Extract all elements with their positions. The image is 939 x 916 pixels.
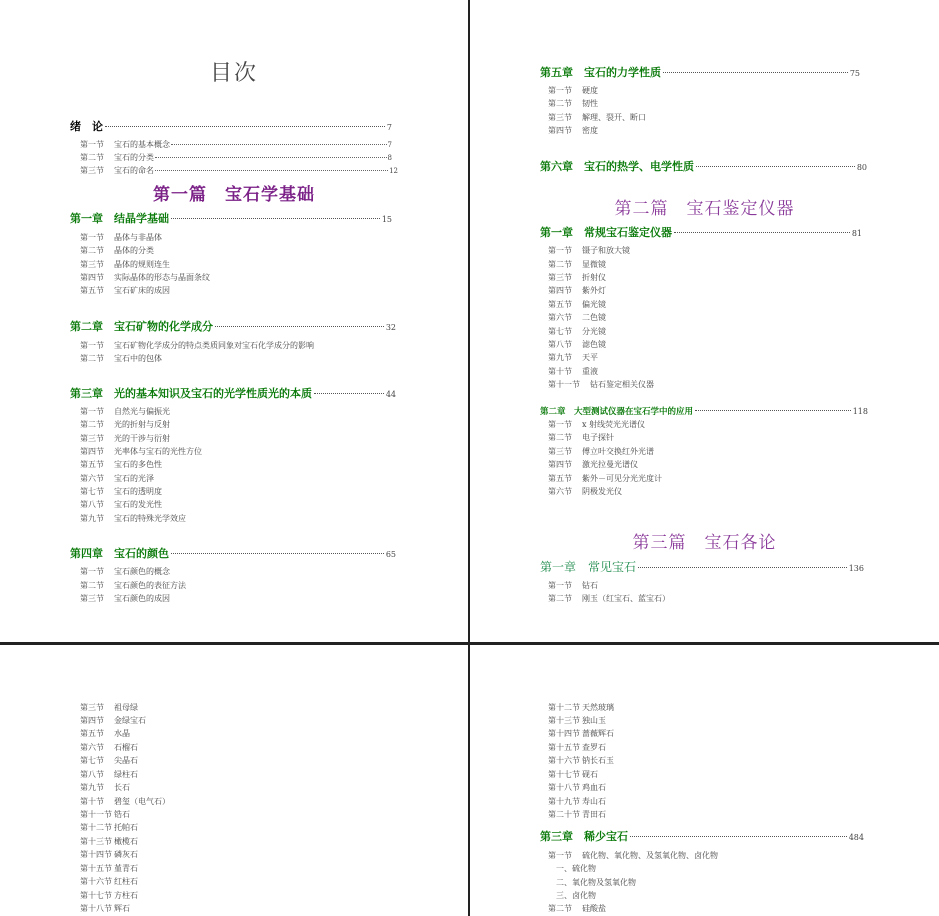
section-entry[interactable] <box>80 796 170 807</box>
section-title: 宝石矿物化学成分的特点类质同象对宝石化学成分的影响 <box>114 341 314 350</box>
section-number: 第五节 <box>80 286 104 295</box>
toc-page-1 <box>0 0 468 642</box>
section-entry[interactable] <box>548 432 614 443</box>
section-title: 橄榄石 <box>114 837 138 846</box>
section-entry[interactable] <box>80 903 130 914</box>
section-title: 红柱石 <box>114 877 138 886</box>
section-number: 第一节 <box>80 233 104 242</box>
section-number: 第十六节 <box>80 877 112 886</box>
section-number: 第七节 <box>80 756 104 765</box>
section-title: 宝石的光泽 <box>114 474 154 483</box>
section-entry[interactable] <box>80 566 170 577</box>
leader-dots <box>696 166 855 167</box>
chapter-title: 第二章 宝石矿物的化学成分 <box>70 320 213 333</box>
section-entry[interactable] <box>80 836 138 847</box>
section-title: 砚石 <box>582 770 598 779</box>
section-number: 第一节 <box>548 581 572 590</box>
leader-dots <box>630 836 847 837</box>
section-title: 硫化物、氧化物、及氢氧化物、卤化物 <box>582 851 718 860</box>
section-entry[interactable] <box>548 299 606 310</box>
section-title: 宝石的透明度 <box>114 487 162 496</box>
section-title: 堇青石 <box>114 864 138 873</box>
section-entry[interactable] <box>548 352 598 363</box>
section-number: 第二节 <box>548 594 572 603</box>
section-title: 光的折射与反射 <box>114 420 170 429</box>
section-title: 滤色镜 <box>582 340 606 349</box>
section-entry[interactable] <box>548 326 606 337</box>
section-number: 第三节 <box>548 113 572 122</box>
section-title: 显微镜 <box>582 260 606 269</box>
page-number: 15 <box>381 215 392 224</box>
part-heading: 第二篇 宝石鉴定仪器 <box>614 199 795 219</box>
leader-dots <box>155 157 387 158</box>
section-number: 第七节 <box>80 487 104 496</box>
toc-entry[interactable] <box>80 165 398 176</box>
leader-dots <box>155 170 388 171</box>
section-number: 第四节 <box>80 716 104 725</box>
section-entry[interactable] <box>548 259 606 270</box>
section-number: 第八节 <box>80 770 104 779</box>
section-number: 第十七节 <box>80 891 112 900</box>
section-title: 晶体的分类 <box>114 246 154 255</box>
section-entry[interactable] <box>548 593 670 604</box>
section-entry[interactable] <box>80 499 162 510</box>
chapter-title: 第三章 光的基本知识及宝石的光学性质光的本质 <box>70 387 312 400</box>
leader-dots <box>674 232 850 233</box>
section-entry[interactable] <box>80 580 186 591</box>
section-entry[interactable] <box>80 876 138 887</box>
section-number: 第六节 <box>80 474 104 483</box>
section-title: 天平 <box>582 353 598 362</box>
section-entry[interactable] <box>548 473 662 484</box>
page-number: 7 <box>386 123 392 132</box>
chapter-entry[interactable] <box>540 405 868 417</box>
section-title: 刚玉（红宝石、蓝宝石） <box>582 594 670 603</box>
section-title: 宝石的特殊光学效应 <box>114 514 186 523</box>
section-entry[interactable] <box>80 259 170 270</box>
section-entry[interactable] <box>80 285 170 296</box>
section-entry[interactable] <box>548 98 598 109</box>
section-number: 第四节 <box>548 126 572 135</box>
section-entry[interactable] <box>80 245 154 256</box>
section-title: 钻石鉴定相关仪器 <box>590 380 654 389</box>
chapter-entry[interactable] <box>70 385 396 401</box>
section-entry[interactable] <box>548 125 598 136</box>
section-entry[interactable] <box>80 782 130 793</box>
chapter-entry[interactable] <box>540 64 860 80</box>
section-entry[interactable] <box>80 232 162 243</box>
section-number: 第五节 <box>80 460 104 469</box>
section-title: 晶体的规则连生 <box>114 260 170 269</box>
section-entry[interactable] <box>548 850 718 861</box>
section-number: 第六节 <box>80 743 104 752</box>
section-title: 绿柱石 <box>114 770 138 779</box>
section-number: 第二节 <box>80 420 104 429</box>
section-entry[interactable] <box>80 459 162 470</box>
page-number: 44 <box>385 390 396 399</box>
chapter-entry[interactable] <box>540 558 864 575</box>
leader-dots <box>695 410 851 411</box>
page-number: 32 <box>385 323 396 332</box>
section-number: 第四节 <box>80 447 104 456</box>
chapter-title: 第五章 宝石的力学性质 <box>540 66 661 79</box>
section-entry[interactable] <box>548 769 598 780</box>
section-number: 第十二节 <box>548 703 580 712</box>
section-number: 第十七节 <box>548 770 580 779</box>
section-title: 重液 <box>582 367 598 376</box>
section-entry[interactable] <box>548 312 606 323</box>
leader-dots <box>105 126 385 127</box>
section-title: 寿山石 <box>582 797 606 806</box>
section-number: 第三节 <box>80 260 104 269</box>
section-number: 第三节 <box>548 447 572 456</box>
section-entry[interactable] <box>548 903 606 914</box>
leader-dots <box>663 72 848 73</box>
section-title: 钻石 <box>582 581 598 590</box>
section-title: 自然光与偏振光 <box>114 407 170 416</box>
section-entry[interactable] <box>80 353 162 364</box>
page-number: 80 <box>856 163 867 172</box>
chapter-entry[interactable] <box>540 828 864 844</box>
section-number: 第五节 <box>548 300 572 309</box>
section-entry[interactable] <box>80 809 130 820</box>
chapter-entry[interactable] <box>70 545 396 561</box>
section-title: 紫外灯 <box>582 286 606 295</box>
chapter-entry[interactable] <box>70 210 392 226</box>
section-title: 分光镜 <box>582 327 606 336</box>
section-entry[interactable] <box>548 486 622 497</box>
section-entry[interactable] <box>548 339 606 350</box>
leader-dots <box>171 553 384 554</box>
section-title: 紫外－可见分光光度计 <box>582 474 662 483</box>
page-number: 136 <box>848 564 864 573</box>
section-entry[interactable] <box>80 486 162 497</box>
section-title: 锆石 <box>114 810 130 819</box>
section-title: 托帕石 <box>114 823 138 832</box>
part-heading: 第一篇 宝石学基础 <box>153 185 315 205</box>
section-number: 第二节 <box>80 153 104 162</box>
section-number: 第七节 <box>548 327 572 336</box>
leader-dots <box>314 393 384 394</box>
section-title: 光的干涉与衍射 <box>114 434 170 443</box>
section-title: 宝石的命名 <box>114 166 154 175</box>
section-title: 磷灰石 <box>114 850 138 859</box>
section-number: 第十一节 <box>80 810 112 819</box>
chapter-entry[interactable] <box>540 158 867 174</box>
section-title: 尖晶石 <box>114 756 138 765</box>
section-number: 第一节 <box>80 567 104 576</box>
section-title: 阴极发光仪 <box>582 487 622 496</box>
section-title: 水晶 <box>114 729 130 738</box>
section-entry[interactable] <box>548 702 614 713</box>
section-title: 硬度 <box>582 86 598 95</box>
section-number: 第九节 <box>80 514 104 523</box>
section-title: 宝石的多色性 <box>114 460 162 469</box>
section-entry[interactable] <box>80 863 138 874</box>
subsection-entry[interactable]: 二、氧化物及氢氧化物 <box>556 878 636 887</box>
section-title: x 射线荧光光谱仪 <box>582 420 646 429</box>
section-number: 第十六节 <box>548 756 580 765</box>
section-entry[interactable] <box>548 742 606 753</box>
section-entry[interactable] <box>80 340 314 351</box>
section-title: 镊子和放大镜 <box>582 246 630 255</box>
section-number: 第十八节 <box>548 783 580 792</box>
subsection-entry[interactable]: 一、硫化物 <box>556 864 596 873</box>
page-number: 8 <box>387 154 392 162</box>
section-number: 第二节 <box>548 904 572 913</box>
section-number: 第六节 <box>548 487 572 496</box>
section-number: 第一节 <box>80 341 104 350</box>
toc-intro-entry[interactable] <box>70 118 392 134</box>
section-entry[interactable] <box>548 580 598 591</box>
section-title: 激光拉曼光谱仪 <box>582 460 638 469</box>
toc-title: 目次 <box>209 61 258 86</box>
section-title: 韧性 <box>582 99 598 108</box>
section-number: 第十一节 <box>548 380 580 389</box>
section-entry[interactable] <box>80 822 138 833</box>
section-title: 长石 <box>114 783 130 792</box>
section-entry[interactable] <box>80 702 138 713</box>
section-number: 第十四节 <box>548 729 580 738</box>
section-title: 电子探针 <box>582 433 614 442</box>
section-number: 第五节 <box>548 474 572 483</box>
intro-label: 绪 论 <box>70 120 103 133</box>
section-entry[interactable] <box>548 715 606 726</box>
section-entry[interactable] <box>80 890 138 901</box>
section-entry[interactable] <box>80 728 130 739</box>
section-entry[interactable] <box>548 419 645 430</box>
toc-entry[interactable] <box>80 139 392 150</box>
chapter-title: 第三章 稀少宝石 <box>540 830 628 843</box>
section-number: 第三节 <box>80 594 104 603</box>
section-number: 第三节 <box>548 273 572 282</box>
section-number: 第九节 <box>548 353 572 362</box>
section-number: 第十五节 <box>80 864 112 873</box>
toc-page-4 <box>470 645 939 916</box>
leader-dots <box>215 326 384 327</box>
section-entry[interactable] <box>548 245 630 256</box>
section-entry[interactable] <box>548 782 606 793</box>
leader-dots <box>171 144 387 145</box>
section-title: 折射仪 <box>582 273 606 282</box>
section-number: 第四节 <box>548 460 572 469</box>
section-entry[interactable] <box>548 272 606 283</box>
section-number: 第三节 <box>80 434 104 443</box>
section-entry[interactable] <box>548 459 638 470</box>
chapter-title: 第六章 宝石的热学、电学性质 <box>540 160 694 173</box>
section-title: 宝石中的包体 <box>114 354 162 363</box>
section-number: 第十五节 <box>548 743 580 752</box>
section-title: 宝石矿床的成因 <box>114 286 170 295</box>
subsection-entry[interactable]: 三、卤化物 <box>556 891 596 900</box>
section-title: 宝石颜色的成因 <box>114 594 170 603</box>
leader-dots <box>171 218 380 219</box>
page-number: 484 <box>848 833 864 842</box>
toc-page-2 <box>470 0 939 642</box>
section-entry[interactable] <box>80 419 170 430</box>
section-number: 第六节 <box>548 313 572 322</box>
section-entry[interactable] <box>80 742 138 753</box>
section-title: 青田石 <box>582 810 606 819</box>
section-entry[interactable] <box>80 473 154 484</box>
section-title: 傅立叶交换红外光谱 <box>582 447 654 456</box>
section-number: 第四节 <box>80 273 104 282</box>
section-entry[interactable] <box>548 379 654 390</box>
section-entry[interactable] <box>80 272 210 283</box>
section-number: 第十节 <box>548 367 572 376</box>
chapter-title: 第一章 常见宝石 <box>540 560 637 574</box>
section-number: 第八节 <box>548 340 572 349</box>
section-entry[interactable] <box>80 513 186 524</box>
section-entry[interactable] <box>548 796 606 807</box>
chapter-title: 第二章 大型测试仪器在宝石学中的应用 <box>540 407 694 417</box>
section-number: 第一节 <box>80 140 104 149</box>
section-number: 第二节 <box>548 99 572 108</box>
section-title: 二色镜 <box>582 313 606 322</box>
section-entry[interactable] <box>548 85 598 96</box>
section-number: 第二节 <box>548 260 572 269</box>
section-number: 第八节 <box>80 500 104 509</box>
section-entry[interactable] <box>548 112 646 123</box>
section-title: 宝石的分类 <box>114 153 154 162</box>
section-title: 宝石颜色的表征方法 <box>114 581 186 590</box>
section-title: 蔷薇辉石 <box>582 729 614 738</box>
section-number: 第十四节 <box>80 850 112 859</box>
leader-dots <box>638 567 847 568</box>
section-title: 解理、裂开、断口 <box>582 113 646 122</box>
section-number: 第十二节 <box>80 823 112 832</box>
toc-entry[interactable] <box>80 152 392 163</box>
section-title: 鸡血石 <box>582 783 606 792</box>
chapter-title: 第一章 结晶学基础 <box>70 212 169 225</box>
section-title: 密度 <box>582 126 598 135</box>
section-entry[interactable] <box>80 849 138 860</box>
toc-page-3 <box>0 645 468 916</box>
section-title: 独山玉 <box>582 716 606 725</box>
section-title: 石榴石 <box>114 743 138 752</box>
section-number: 第三节 <box>80 703 104 712</box>
section-title: 实际晶体的形态与晶面条纹 <box>114 273 210 282</box>
section-number: 第十八节 <box>80 904 112 913</box>
section-number: 第一节 <box>80 407 104 416</box>
section-entry[interactable] <box>80 715 146 726</box>
section-title: 偏光镜 <box>582 300 606 309</box>
section-title: 辉石 <box>114 904 130 913</box>
section-title: 宝石的发光性 <box>114 500 162 509</box>
section-number: 第十三节 <box>548 716 580 725</box>
section-number: 第四节 <box>548 286 572 295</box>
section-number: 第十节 <box>80 797 104 806</box>
section-number: 第一节 <box>548 86 572 95</box>
chapter-entry[interactable] <box>70 318 396 334</box>
section-entry[interactable] <box>548 755 614 766</box>
part-heading: 第三篇 宝石各论 <box>632 533 777 553</box>
section-title: 方柱石 <box>114 891 138 900</box>
section-number: 第三节 <box>80 166 104 175</box>
chapter-title: 第四章 宝石的颜色 <box>70 547 169 560</box>
section-number: 第二节 <box>80 246 104 255</box>
section-entry[interactable] <box>548 285 606 296</box>
section-title: 宝石的基本概念 <box>114 140 170 149</box>
section-title: 宝石颜色的概念 <box>114 567 170 576</box>
section-title: 光率体与宝石的光性方位 <box>114 447 202 456</box>
section-number: 第二节 <box>548 433 572 442</box>
page-number: 81 <box>851 229 862 238</box>
section-entry[interactable] <box>548 366 598 377</box>
section-entry[interactable] <box>80 593 170 604</box>
section-number: 第二节 <box>80 354 104 363</box>
section-number: 第一节 <box>548 420 572 429</box>
section-title: 碧玺（电气石） <box>114 797 170 806</box>
section-title: 晶体与非晶体 <box>114 233 162 242</box>
section-number: 第一节 <box>548 246 572 255</box>
section-number: 第十三节 <box>80 837 112 846</box>
section-entry[interactable] <box>548 446 654 457</box>
section-title: 金绿宝石 <box>114 716 146 725</box>
page-number: 75 <box>849 69 860 78</box>
page-number: 118 <box>852 407 868 416</box>
section-title: 天然玻璃 <box>582 703 614 712</box>
section-title: 钠长石玉 <box>582 756 614 765</box>
section-number: 第五节 <box>80 729 104 738</box>
page-number: 12 <box>389 167 398 175</box>
section-number: 第九节 <box>80 783 104 792</box>
page-number: 65 <box>385 550 396 559</box>
section-title: 硅酸盐 <box>582 904 606 913</box>
section-entry[interactable] <box>80 446 202 457</box>
section-title: 查罗石 <box>582 743 606 752</box>
section-entry[interactable] <box>548 809 606 820</box>
chapter-entry[interactable] <box>540 224 862 240</box>
section-number: 第十九节 <box>548 797 580 806</box>
chapter-title: 第一章 常规宝石鉴定仪器 <box>540 226 672 239</box>
section-number: 第二节 <box>80 581 104 590</box>
section-entry[interactable] <box>80 433 170 444</box>
section-number: 第二十节 <box>548 810 580 819</box>
section-entry[interactable] <box>80 755 138 766</box>
section-entry[interactable] <box>80 406 170 417</box>
section-entry[interactable] <box>548 728 614 739</box>
section-number: 第一节 <box>548 851 572 860</box>
section-entry[interactable] <box>80 769 138 780</box>
section-title: 祖母绿 <box>114 703 138 712</box>
page-number: 7 <box>387 141 392 149</box>
